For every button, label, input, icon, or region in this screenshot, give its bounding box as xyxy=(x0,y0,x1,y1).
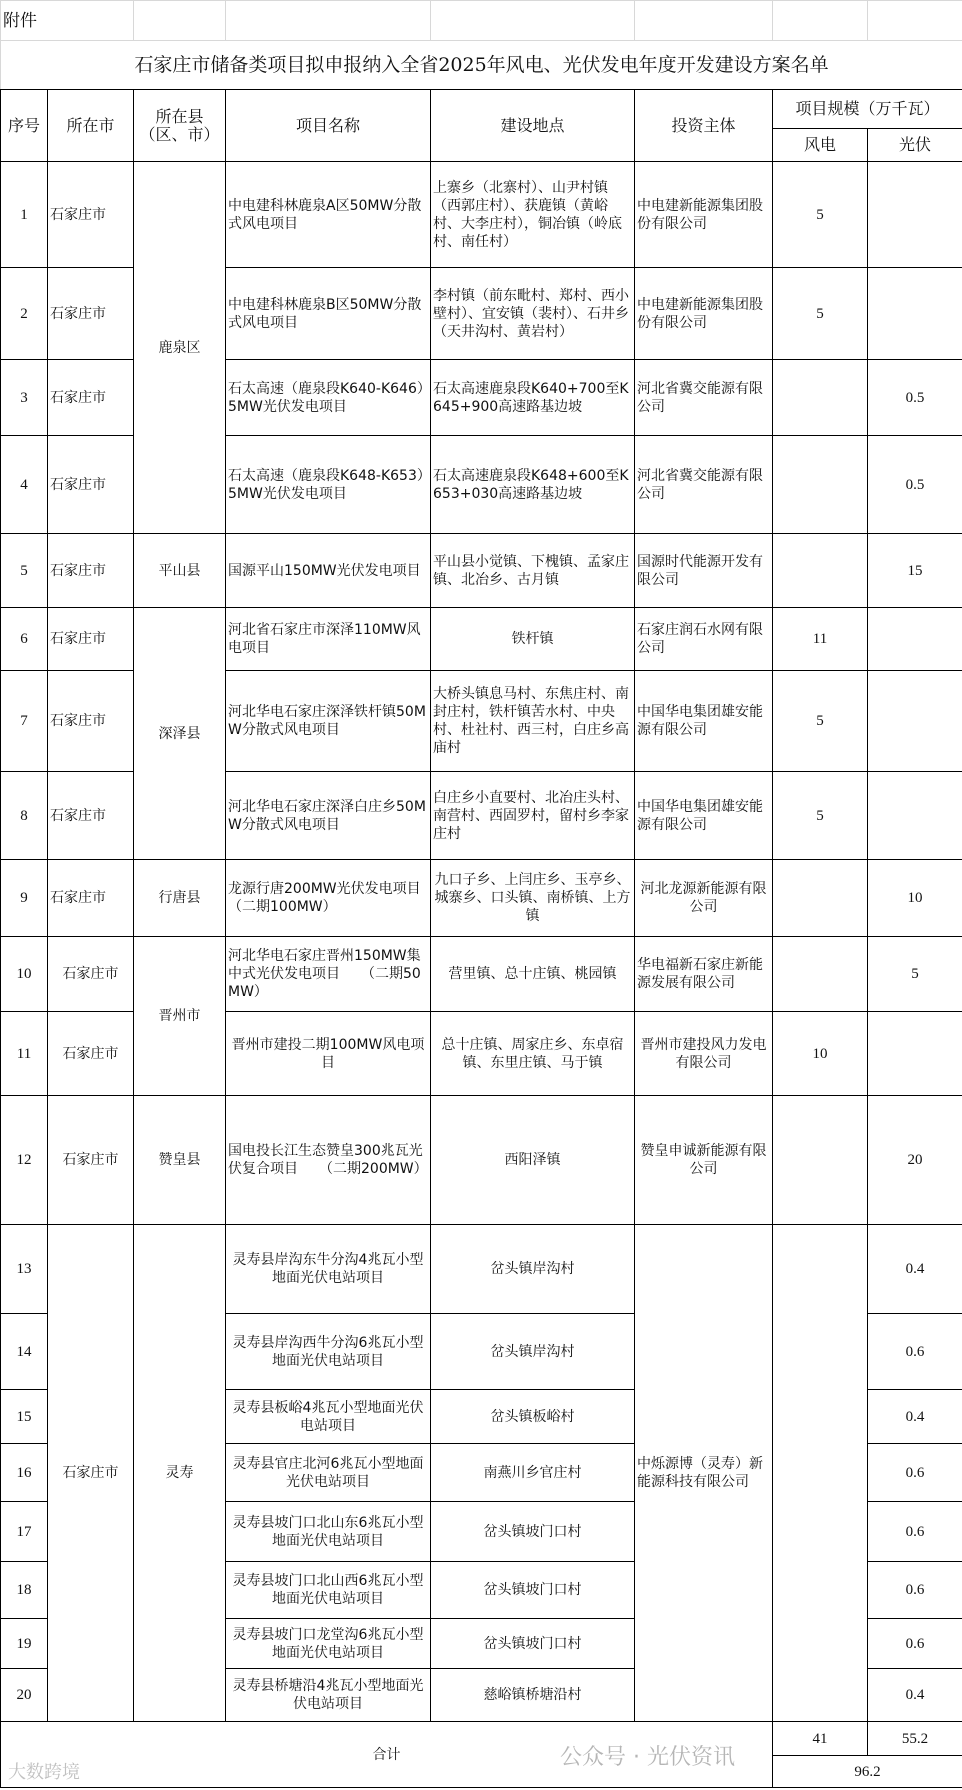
row-no: 8 xyxy=(1,772,48,860)
row-location: 总十庄镇、周家庄乡、东卓宿镇、东里庄镇、马于镇 xyxy=(431,1012,635,1096)
row-project: 灵寿县岸沟东牛分沟4兆瓦小型地面光伏电站项目 xyxy=(226,1225,431,1314)
row-solar xyxy=(868,1012,962,1096)
row-location: 岔头镇板峪村 xyxy=(431,1390,635,1444)
row-investor: 国源时代能源开发有限公司 xyxy=(635,534,773,608)
table-row xyxy=(1,608,962,671)
row-solar: 0.4 xyxy=(868,1669,962,1722)
row-solar: 10 xyxy=(868,860,962,937)
row-city: 石家庄市 xyxy=(48,772,134,860)
row-solar: 0.4 xyxy=(868,1225,962,1314)
header-row xyxy=(1,90,962,129)
row-location: 岔头镇坡门口村 xyxy=(431,1619,635,1669)
row-location: 上寨乡（北寨村）、山尹村镇（西郭庄村）、获鹿镇（黄峪村、大李庄村），铜冶镇（岭底村、南任村） xyxy=(431,162,635,268)
row-project: 石太高速（鹿泉段K640-K646）5MW光伏发电项目 xyxy=(226,360,431,436)
row-no: 12 xyxy=(1,1096,48,1225)
row-location: 平山县小觉镇、下槐镇、孟家庄镇、北冶乡、古月镇 xyxy=(431,534,635,608)
row-wind: 5 xyxy=(773,162,868,268)
row-project: 灵寿县坡门口龙堂沟6兆瓦小型地面光伏电站项目 xyxy=(226,1619,431,1669)
row-no: 16 xyxy=(1,1444,48,1502)
row-wind xyxy=(773,534,868,608)
row-project: 河北华电石家庄深泽铁杆镇50MW分散式风电项目 xyxy=(226,671,431,772)
row-solar: 0.5 xyxy=(868,436,962,534)
row-project: 国电投长江生态赞皇300兆瓦光伏复合项目 （二期200MW） xyxy=(226,1096,431,1225)
row-wind: 5 xyxy=(773,772,868,860)
row-project: 河北华电石家庄深泽白庄乡50MW分散式风电项目 xyxy=(226,772,431,860)
row-no: 19 xyxy=(1,1619,48,1669)
row-city: 石家庄市 xyxy=(48,937,134,1012)
row-project: 河北省石家庄市深泽110MW风电项目 xyxy=(226,608,431,671)
row-location: 铁杆镇 xyxy=(431,608,635,671)
row-wind xyxy=(773,436,868,534)
row-location: 李村镇（前东毗村、郑村、西小壁村）、宜安镇（裴村）、石井乡（天井沟村、黄岩村） xyxy=(431,268,635,360)
row-project: 灵寿县板峪4兆瓦小型地面光伏电站项目 xyxy=(226,1390,431,1444)
row-location: 慈峪镇桥塘沿村 xyxy=(431,1669,635,1722)
row-project: 河北华电石家庄晋州150MW集中式光伏发电项目 （二期50MW） xyxy=(226,937,431,1012)
row-city: 石家庄市 xyxy=(48,162,134,268)
row-city: 石家庄市 xyxy=(48,360,134,436)
attachment-label: 附件 xyxy=(1,1,134,41)
table-row xyxy=(1,534,962,608)
row-project: 龙源行唐200MW光伏发电项目（二期100MW） xyxy=(226,860,431,937)
total-row xyxy=(1,1722,962,1756)
header-location: 建设地点 xyxy=(431,90,635,162)
row-no: 5 xyxy=(1,534,48,608)
row-wind: 11 xyxy=(773,608,868,671)
row-city: 石家庄市 xyxy=(48,1012,134,1096)
row-solar xyxy=(868,268,962,360)
header-county: 所在县（区、市） xyxy=(134,90,226,162)
row-solar xyxy=(868,772,962,860)
row-no: 15 xyxy=(1,1390,48,1444)
row-project: 石太高速（鹿泉段K648-K653）5MW光伏发电项目 xyxy=(226,436,431,534)
row-no: 4 xyxy=(1,436,48,534)
row-solar: 0.6 xyxy=(868,1562,962,1619)
table-row xyxy=(1,1225,962,1314)
row-no: 1 xyxy=(1,162,48,268)
row-location: 岔头镇岸沟村 xyxy=(431,1314,635,1390)
row-no: 18 xyxy=(1,1562,48,1619)
row-no: 20 xyxy=(1,1669,48,1722)
row-location: 石太高速鹿泉段K640+700至K645+900高速路基边坡 xyxy=(431,360,635,436)
row-location: 石太高速鹿泉段K648+600至K653+030高速路基边坡 xyxy=(431,436,635,534)
row-investor: 中电建新能源集团股份有限公司 xyxy=(635,268,773,360)
row-county: 平山县 xyxy=(134,534,226,608)
row-solar xyxy=(868,162,962,268)
row-location: 岔头镇坡门口村 xyxy=(431,1562,635,1619)
row-location: 九口子乡、上闫庄乡、玉亭乡、城寨乡、口头镇、南桥镇、上方镇 xyxy=(431,860,635,937)
row-wind: 5 xyxy=(773,671,868,772)
row-investor: 华电福新石家庄新能源发展有限公司 xyxy=(635,937,773,1012)
row-location: 西阳泽镇 xyxy=(431,1096,635,1225)
header-investor: 投资主体 xyxy=(635,90,773,162)
row-solar: 15 xyxy=(868,534,962,608)
row-wind: 10 xyxy=(773,1012,868,1096)
row-investor: 晋州市建投风力发电有限公司 xyxy=(635,1012,773,1096)
header-no: 序号 xyxy=(1,90,48,162)
row-investor: 赞皇申诚新能源有限公司 xyxy=(635,1096,773,1225)
row-no: 6 xyxy=(1,608,48,671)
row-project: 灵寿县坡门口北山东6兆瓦小型地面光伏电站项目 xyxy=(226,1502,431,1562)
row-no: 7 xyxy=(1,671,48,772)
row-solar xyxy=(868,671,962,772)
header-wind: 风电 xyxy=(773,129,868,162)
row-county: 鹿泉区 xyxy=(134,162,226,534)
row-project: 灵寿县官庄北河6兆瓦小型地面光伏电站项目 xyxy=(226,1444,431,1502)
row-location: 营里镇、总十庄镇、桃园镇 xyxy=(431,937,635,1012)
row-project: 晋州市建投二期100MW风电项目 xyxy=(226,1012,431,1096)
row-county: 行唐县 xyxy=(134,860,226,937)
row-solar: 20 xyxy=(868,1096,962,1225)
row-city: 石家庄市 xyxy=(48,1096,134,1225)
header-city: 所在市 xyxy=(48,90,134,162)
header-scale: 项目规模（万千瓦） xyxy=(773,90,962,129)
row-city: 石家庄市 xyxy=(48,860,134,937)
row-wind xyxy=(773,360,868,436)
row-wind xyxy=(773,1096,868,1225)
row-solar: 0.6 xyxy=(868,1444,962,1502)
header-solar: 光伏 xyxy=(868,129,962,162)
row-county: 赞皇县 xyxy=(134,1096,226,1225)
attachment-row xyxy=(1,1,962,41)
row-solar: 0.6 xyxy=(868,1502,962,1562)
row-no: 13 xyxy=(1,1225,48,1314)
row-project: 中电建科林鹿泉B区50MW分散式风电项目 xyxy=(226,268,431,360)
row-solar: 5 xyxy=(868,937,962,1012)
row-city: 石家庄市 xyxy=(48,1225,134,1722)
row-investor: 河北省冀交能源有限公司 xyxy=(635,360,773,436)
row-no: 17 xyxy=(1,1502,48,1562)
row-location: 大桥头镇息马村、东焦庄村、南封庄村，铁杆镇苦水村、中央村、杜社村、西三村，白庄乡高庙村 xyxy=(431,671,635,772)
row-wind xyxy=(773,860,868,937)
row-investor: 中国华电集团雄安能源有限公司 xyxy=(635,671,773,772)
row-county: 晋州市 xyxy=(134,937,226,1096)
row-project: 灵寿县桥塘沿4兆瓦小型地面光伏电站项目 xyxy=(226,1669,431,1722)
row-city: 石家庄市 xyxy=(48,534,134,608)
wechat-watermark: 公众号 · 光伏资讯 xyxy=(560,1745,735,1770)
row-project: 国源平山150MW光伏发电项目 xyxy=(226,534,431,608)
row-no: 10 xyxy=(1,937,48,1012)
row-investor: 中电建新能源集团股份有限公司 xyxy=(635,162,773,268)
row-solar: 0.5 xyxy=(868,360,962,436)
row-county: 深泽县 xyxy=(134,608,226,860)
document-title: 石家庄市储备类项目拟申报纳入全省2025年风电、光伏发电年度开发建设方案名单 xyxy=(1,41,962,90)
row-city: 石家庄市 xyxy=(48,436,134,534)
row-project: 灵寿县坡门口北山西6兆瓦小型地面光伏电站项目 xyxy=(226,1562,431,1619)
table-row xyxy=(1,860,962,937)
row-solar xyxy=(868,608,962,671)
row-project: 中电建科林鹿泉A区50MW分散式风电项目 xyxy=(226,162,431,268)
row-investor: 河北龙源新能源有限公司 xyxy=(635,860,773,937)
row-solar: 0.6 xyxy=(868,1314,962,1390)
row-wind xyxy=(773,1225,868,1722)
row-county: 灵寿 xyxy=(134,1225,226,1722)
row-location: 岔头镇坡门口村 xyxy=(431,1502,635,1562)
row-investor: 中烁源博（灵寿）新能源科技有限公司 xyxy=(635,1225,773,1722)
table-row xyxy=(1,937,962,1012)
total-solar: 55.2 xyxy=(868,1722,962,1756)
header-project: 项目名称 xyxy=(226,90,431,162)
row-no: 3 xyxy=(1,360,48,436)
row-solar: 0.6 xyxy=(868,1619,962,1669)
row-no: 9 xyxy=(1,860,48,937)
row-location: 岔头镇岸沟村 xyxy=(431,1225,635,1314)
row-investor: 河北省冀交能源有限公司 xyxy=(635,436,773,534)
table-row xyxy=(1,1096,962,1225)
row-location: 南燕川乡官庄村 xyxy=(431,1444,635,1502)
row-city: 石家庄市 xyxy=(48,268,134,360)
row-no: 11 xyxy=(1,1012,48,1096)
row-city: 石家庄市 xyxy=(48,608,134,671)
row-wind xyxy=(773,937,868,1012)
row-location: 白庄乡小直要村、北冶庄头村、南营村、西固罗村，留村乡李家庄村 xyxy=(431,772,635,860)
row-solar: 0.4 xyxy=(868,1390,962,1444)
total-wind: 41 xyxy=(773,1722,868,1756)
row-no: 14 xyxy=(1,1314,48,1390)
table-row xyxy=(1,162,962,268)
row-project: 灵寿县岸沟西牛分沟6兆瓦小型地面光伏电站项目 xyxy=(226,1314,431,1390)
corner-watermark: 大数跨境 xyxy=(8,1762,80,1783)
row-city: 石家庄市 xyxy=(48,671,134,772)
row-wind: 5 xyxy=(773,268,868,360)
total-sum: 96.2 xyxy=(773,1756,962,1788)
row-investor: 中国华电集团雄安能源有限公司 xyxy=(635,772,773,860)
row-investor: 石家庄润石水网有限公司 xyxy=(635,608,773,671)
row-no: 2 xyxy=(1,268,48,360)
total-label: 合计 xyxy=(1,1722,773,1788)
